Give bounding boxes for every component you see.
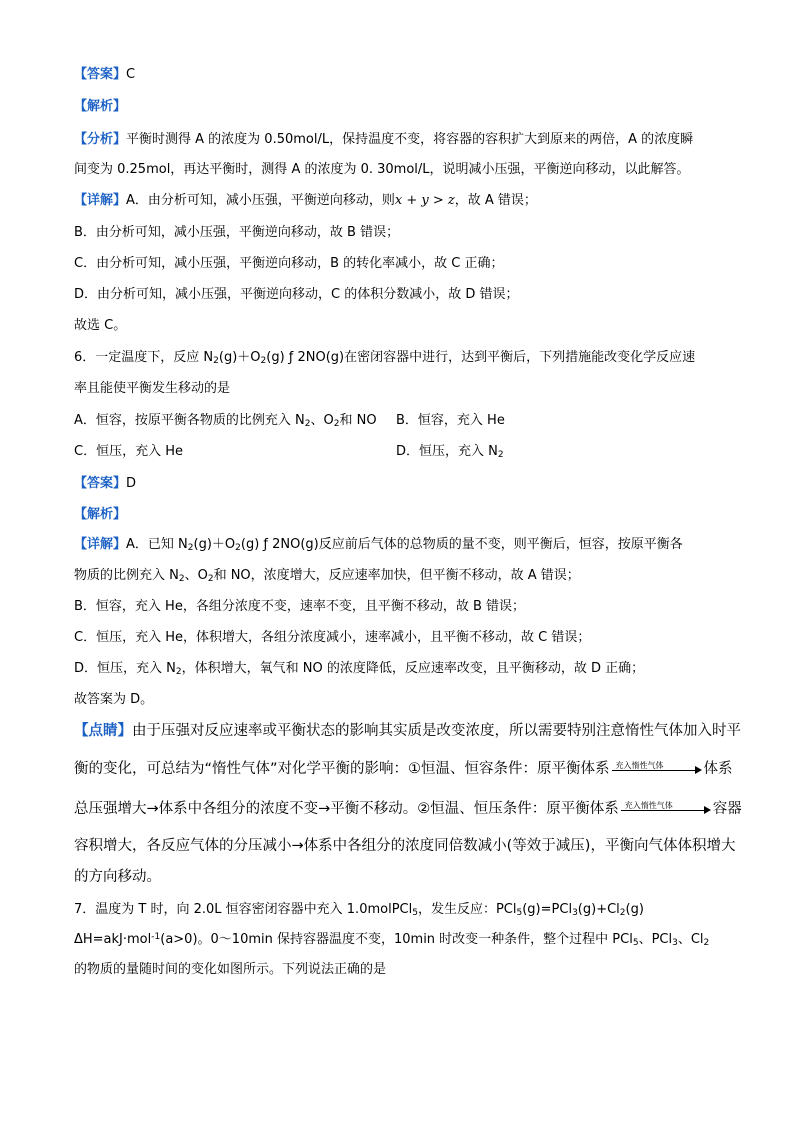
sub: 2 [178,574,185,584]
s2-xiangjie-line-c: C．恒压，充入 He，体积增大，各组分浓度减小，速率减小，且平衡不移动，故 C 错误； [74,630,591,645]
answer-tag: 【答案】 [74,476,127,491]
jiexi-heading-2 [74,506,126,524]
q7-text-2c: 、PCl [638,932,673,947]
conclusion-line-1: 故选 C。 [74,318,127,333]
arrow-icon [612,760,702,778]
q7-text-2d: 、Cl [677,932,704,947]
fenxi-tag: 【分析】 [74,132,127,147]
q6-option-b[interactable]: B．恒容，充入 He [396,413,505,428]
sub: 5 [516,908,523,918]
q6-stem-b: (g)＋O [218,350,261,365]
sub: 3 [672,938,678,948]
s2-a2-post: 和 NO，浓度增大，反应速率加快，但平衡不移动，故 A 错误； [213,568,580,583]
q7-text-1e: (g) [625,902,644,917]
fenxi-line-2: 间变为 0.25mol，再达平衡时，测得 A 的浓度为 0. 30mol/L，说明减小压强，平衡逆向移动，以此解答。 [74,162,690,177]
option-a-tail: 和 NO [339,413,377,428]
sub: 2 [187,543,194,553]
jiexi-tag: 【解析】 [74,507,127,522]
dianjing-line-2 [74,760,733,778]
jiexi-tag: 【解析】 [74,99,127,114]
q7-line-3: 的物质的量随时间的变化如图所示。下列说法正确的是 [74,962,387,977]
dianjing-line-4: 容积增大，各反应气体的分压减小→体系中各组分的浓度同倍数减小(等效于减压)，平衡向气体体积增大 [74,838,736,854]
q7-line-2 [74,931,709,949]
sub: 2 [175,667,182,677]
q7-text-1d: (g)+Cl [577,902,620,917]
q6-option-c[interactable]: C．恒压，充入 He [74,444,183,459]
s2-d-pre: D．恒压，充入 N [74,661,176,676]
sub: 2 [213,356,219,366]
sub: 2 [260,356,267,366]
arrow-label: 充入惰性气体 [615,761,664,770]
q7-text-1b: ，发生反应：PCl [417,902,517,917]
q6-stem-a: 6．一定温度下，反应 N [74,350,214,365]
s2-xiangjie-line-1 [74,536,683,554]
option-a-mid: 、O [310,413,334,428]
sub: 2 [703,938,710,948]
formula-inequality: x + y > z [394,193,455,208]
sub: 2 [207,574,214,584]
q6-stem-line-2: 率且能使平衡发生移动的是 [74,381,231,396]
sub: 2 [235,543,241,553]
q7-line-1 [74,901,644,919]
sup: -1 [151,932,161,942]
q6-stem-c: 在密闭容器中进行，达到平衡后，下列措施能改变化学反应速 [344,350,696,365]
q7-text-2: ΔH=akJ·mol [74,932,152,947]
dianjing-text-1: 由于压强对反应速率或平衡状态的影响其实质是改变浓度，所以需要特别注意惰性气体加入时平 [132,723,741,739]
answer-value: C [126,67,136,82]
q6-stem-rxn: (g) ƒ 2NO(g) [266,350,345,365]
xiangjie-line-a [74,192,537,210]
s2-xiangjie-line-2 [74,567,580,585]
q6-option-d[interactable] [396,443,504,461]
xiangjie-a-text: A．由分析可知，减小压强，平衡逆向移动，则 [126,193,395,208]
jiexi-heading-1 [74,98,126,116]
s2-a1-rxn: (g) ƒ 2NO(g) [240,537,319,552]
s2-xiangjie-line-b: B．恒容，充入 He，各组分浓度不变，速率不变，且平衡不移动，故 B 错误； [74,599,526,614]
arrow-label: 充入惰性气体 [624,801,673,810]
sub: 2 [497,450,504,460]
s2-a1-mid: (g)＋O [193,537,236,552]
conclusion-line-2: 故答案为 D。 [74,692,154,707]
sub: 5 [412,908,418,918]
answer-line-2 [74,475,136,493]
dianjing-text-3-tail: 容器 [712,801,742,817]
xiangjie-tag: 【详解】 [74,537,127,552]
q7-text-2b: (a>0)。0～10min 保持容器温度不变，10min 时改变一种条件，整个过程中 PCl [160,932,633,947]
answer-tag: 【答案】 [74,67,127,82]
s2-a2-mid: 、O [184,568,208,583]
xiangjie-line-b: B．由分析可知，减小压强，平衡逆向移动，故 B 错误； [74,225,400,240]
fenxi-text-1: 平衡时测得 A 的浓度为 0.50mol/L，保持温度不变，将容器的容积扩大到原来的两倍，A 的浓度瞬 [126,132,694,147]
sub: 5 [632,938,639,948]
dianjing-line-3 [74,800,742,818]
q6-option-a[interactable] [74,413,377,428]
sub: 2 [333,419,340,429]
option-a-text: A．恒容，按原平衡各物质的比例充入 N [74,413,305,428]
s2-a2-pre: 物质的比例充入 N [74,568,179,583]
s2-xiangjie-line-d [74,660,644,678]
dianjing-line-1 [74,722,741,740]
sub: 2 [304,419,311,429]
dianjing-text-3: 总压强增大→体系中各组分的浓度不变→平衡不移动。②恒温、恒压条件：原平衡体系 [74,801,619,817]
xiangjie-a-tail: ，故 A 错误； [454,193,537,208]
dianjing-text-2: 衡的变化，可总结为“惰性气体”对化学平衡的影响：①恒温、恒容条件：原平衡体系 [74,761,610,777]
arrow-icon [621,800,711,818]
answer-line-1 [74,66,135,84]
q6-options-row-1 [74,412,714,430]
sub: 3 [572,908,578,918]
answer-value: D [126,476,137,491]
dianjing-line-5: 的方向移动。 [74,869,161,885]
dianjing-text-2-tail: 体系 [703,761,733,777]
xiangjie-line-c: C．由分析可知，减小压强，平衡逆向移动，B 的转化率减小，故 C 正确； [74,256,504,271]
sub: 2 [619,908,626,918]
q6-stem-line-1 [74,349,695,367]
s2-d-post: ，体积增大，氧气和 NO 的浓度降低，反应速率改变，且平衡移动，故 D 正确； [181,661,645,676]
fenxi-line-1 [74,131,693,149]
s2-a1-post: 反应前后气体的总物质的量不变，则平衡后，恒容，按原平衡各 [318,537,683,552]
q7-text-1c: (g)=PCl [522,902,573,917]
option-d-text: D．恒压，充入 N [396,444,498,459]
dianjing-tag: 【点睛】 [74,723,132,739]
xiangjie-tag: 【详解】 [74,193,127,208]
s2-a1-pre: A．已知 N [126,537,188,552]
q7-text-1: 7．温度为 T 时，向 2.0L 恒容密闭容器中充入 1.0molPCl [74,902,413,917]
xiangjie-line-d: D．由分析可知，减小压强，平衡逆向移动，C 的体积分数减小，故 D 错误； [74,287,519,302]
